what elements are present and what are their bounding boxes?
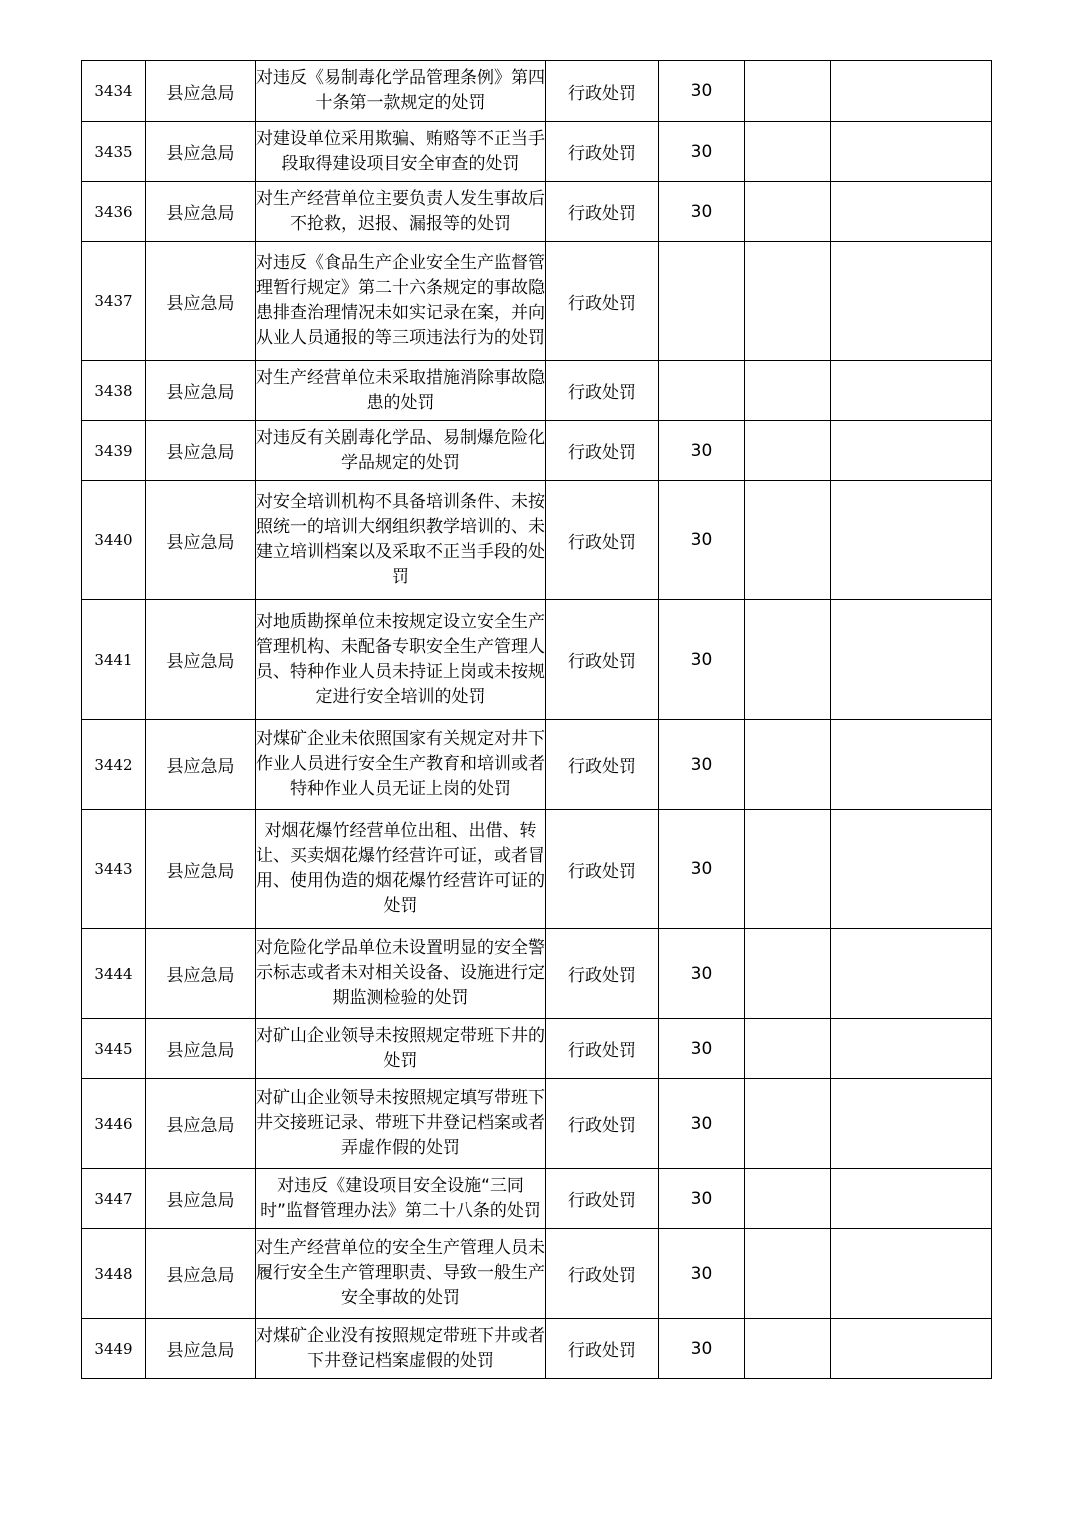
blank-cell: [745, 1079, 831, 1169]
table-row: [82, 242, 992, 361]
item-type: 行政处罚: [546, 1079, 659, 1169]
item-type: 行政处罚: [546, 182, 659, 242]
blank-cell: [745, 122, 831, 182]
item-type: 行政处罚: [546, 929, 659, 1019]
blank-cell: [831, 481, 992, 600]
row-number: 3434: [82, 61, 146, 122]
blank-cell: [745, 61, 831, 122]
blank-cell: [745, 361, 831, 421]
time-limit: [659, 242, 745, 361]
row-number: 3448: [82, 1229, 146, 1319]
blank-cell: [831, 810, 992, 929]
department: 县应急局: [146, 1169, 256, 1229]
row-number: 3441: [82, 600, 146, 720]
row-number: 3443: [82, 810, 146, 929]
department: 县应急局: [146, 242, 256, 361]
table-row: [82, 720, 992, 810]
blank-cell: [745, 1319, 831, 1379]
blank-cell: [745, 1229, 831, 1319]
department: 县应急局: [146, 1019, 256, 1079]
item-description: 对违反有关剧毒化学品、易制爆危险化学品规定的处罚: [256, 427, 545, 473]
time-limit: 30: [659, 481, 745, 600]
department: 县应急局: [146, 720, 256, 810]
blank-cell: [831, 61, 992, 122]
item-description: 对危险化学品单位未设置明显的安全警示标志或者未对相关设备、设施进行定期监测检验的处罚: [256, 938, 545, 1008]
penalty-items-table: [81, 60, 992, 1379]
department: 县应急局: [146, 421, 256, 481]
item-description: 对生产经营单位主要负责人发生事故后不抢救，迟报、漏报等的处罚: [256, 188, 545, 234]
time-limit: 30: [659, 122, 745, 182]
time-limit: 30: [659, 421, 745, 481]
time-limit: 30: [659, 600, 745, 720]
department: 县应急局: [146, 361, 256, 421]
table-row: [82, 929, 992, 1019]
blank-cell: [831, 600, 992, 720]
blank-cell: [831, 1229, 992, 1319]
item-description: 对矿山企业领导未按照规定带班下井的处罚: [256, 1025, 545, 1071]
item-description: 对违反《易制毒化学品管理条例》第四十条第一款规定的处罚: [256, 68, 545, 113]
department: 县应急局: [146, 1229, 256, 1319]
time-limit: 30: [659, 1169, 745, 1229]
time-limit: 30: [659, 1319, 745, 1379]
time-limit: 30: [659, 61, 745, 122]
item-description: 对地质勘探单位未按规定设立安全生产管理机构、未配备专职安全生产管理人员、特种作业人员未持证上岗或未按规定进行安全培训的处罚: [256, 611, 545, 707]
item-description: 对违反《食品生产企业安全生产监督管理暂行规定》第二十六条规定的事故隐患排查治理情况未如实记录在案，并向从业人员通报的等三项违法行为的处罚: [256, 253, 545, 348]
item-type: 行政处罚: [546, 421, 659, 481]
time-limit: 30: [659, 720, 745, 810]
table-row: [82, 810, 992, 929]
department: 县应急局: [146, 122, 256, 182]
item-description: 对煤矿企业没有按照规定带班下井或者下井登记档案虚假的处罚: [256, 1325, 545, 1371]
row-number: 3435: [82, 122, 146, 182]
item-description: 对生产经营单位未采取措施消除事故隐患的处罚: [256, 367, 545, 413]
item-type: 行政处罚: [546, 361, 659, 421]
blank-cell: [831, 1019, 992, 1079]
item-description: 对生产经营单位的安全生产管理人员未履行安全生产管理职责、导致一般生产安全事故的处罚: [256, 1238, 545, 1308]
row-number: 3438: [82, 361, 146, 421]
row-number: 3444: [82, 929, 146, 1019]
row-number: 3446: [82, 1079, 146, 1169]
blank-cell: [831, 1319, 992, 1379]
row-number: 3449: [82, 1319, 146, 1379]
blank-cell: [745, 929, 831, 1019]
table-body: [82, 61, 992, 1379]
blank-cell: [831, 929, 992, 1019]
row-number: 3436: [82, 182, 146, 242]
blank-cell: [831, 720, 992, 810]
table-row: [82, 1079, 992, 1169]
department: 县应急局: [146, 1079, 256, 1169]
item-description: 对煤矿企业未依照国家有关规定对井下作业人员进行安全生产教育和培训或者特种作业人员无证上岗的处罚: [256, 729, 545, 799]
blank-cell: [745, 242, 831, 361]
department: 县应急局: [146, 481, 256, 600]
row-number: 3442: [82, 720, 146, 810]
row-number: 3439: [82, 421, 146, 481]
blank-cell: [831, 1079, 992, 1169]
time-limit: 30: [659, 1229, 745, 1319]
item-type: 行政处罚: [546, 1019, 659, 1079]
blank-cell: [745, 1019, 831, 1079]
blank-cell: [831, 1169, 992, 1229]
department: 县应急局: [146, 929, 256, 1019]
item-type: 行政处罚: [546, 1319, 659, 1379]
table-row: [82, 421, 992, 481]
blank-cell: [745, 481, 831, 600]
time-limit: 30: [659, 929, 745, 1019]
department: 县应急局: [146, 810, 256, 929]
table-row: [82, 122, 992, 182]
department: 县应急局: [146, 1319, 256, 1379]
time-limit: 30: [659, 1079, 745, 1169]
blank-cell: [745, 810, 831, 929]
blank-cell: [831, 122, 992, 182]
item-type: 行政处罚: [546, 1169, 659, 1229]
blank-cell: [831, 421, 992, 481]
item-type: 行政处罚: [546, 600, 659, 720]
table-row: [82, 182, 992, 242]
table-row: [82, 61, 992, 122]
item-type: 行政处罚: [546, 720, 659, 810]
time-limit: 30: [659, 810, 745, 929]
item-type: 行政处罚: [546, 242, 659, 361]
table-row: [82, 600, 992, 720]
table-row: [82, 1019, 992, 1079]
item-description: 对烟花爆竹经营单位出租、出借、转让、买卖烟花爆竹经营许可证，或者冒用、使用伪造的烟花爆竹经营许可证的处罚: [256, 821, 545, 916]
blank-cell: [745, 600, 831, 720]
row-number: 3437: [82, 242, 146, 361]
blank-cell: [745, 1169, 831, 1229]
row-number: 3440: [82, 481, 146, 600]
item-description: 对安全培训机构不具备培训条件、未按照统一的培训大纲组织教学培训的、未建立培训档案以及采取不正当手段的处罚: [256, 492, 545, 587]
item-description: 对矿山企业领导未按照规定填写带班下井交接班记录、带班下井登记档案或者弄虚作假的处罚: [256, 1088, 545, 1158]
blank-cell: [831, 242, 992, 361]
department: 县应急局: [146, 600, 256, 720]
blank-cell: [831, 361, 992, 421]
time-limit: [659, 361, 745, 421]
table-row: [82, 481, 992, 600]
time-limit: 30: [659, 182, 745, 242]
item-type: 行政处罚: [546, 61, 659, 122]
item-description: 对建设单位采用欺骗、贿赂等不正当手段取得建设项目安全审查的处罚: [256, 128, 545, 174]
blank-cell: [831, 182, 992, 242]
blank-cell: [745, 182, 831, 242]
item-type: 行政处罚: [546, 1229, 659, 1319]
item-type: 行政处罚: [546, 810, 659, 929]
department: 县应急局: [146, 182, 256, 242]
table-row: [82, 361, 992, 421]
row-number: 3445: [82, 1019, 146, 1079]
table-row: [82, 1229, 992, 1319]
item-description: 对违反《建设项目安全设施“三同时”监督管理办法》第二十八条的处罚: [260, 1175, 541, 1221]
table-row: [82, 1319, 992, 1379]
row-number: 3447: [82, 1169, 146, 1229]
item-type: 行政处罚: [546, 122, 659, 182]
blank-cell: [745, 720, 831, 810]
item-type: 行政处罚: [546, 481, 659, 600]
time-limit: 30: [659, 1019, 745, 1079]
table-row: [82, 1169, 992, 1229]
department: 县应急局: [146, 61, 256, 122]
blank-cell: [745, 421, 831, 481]
